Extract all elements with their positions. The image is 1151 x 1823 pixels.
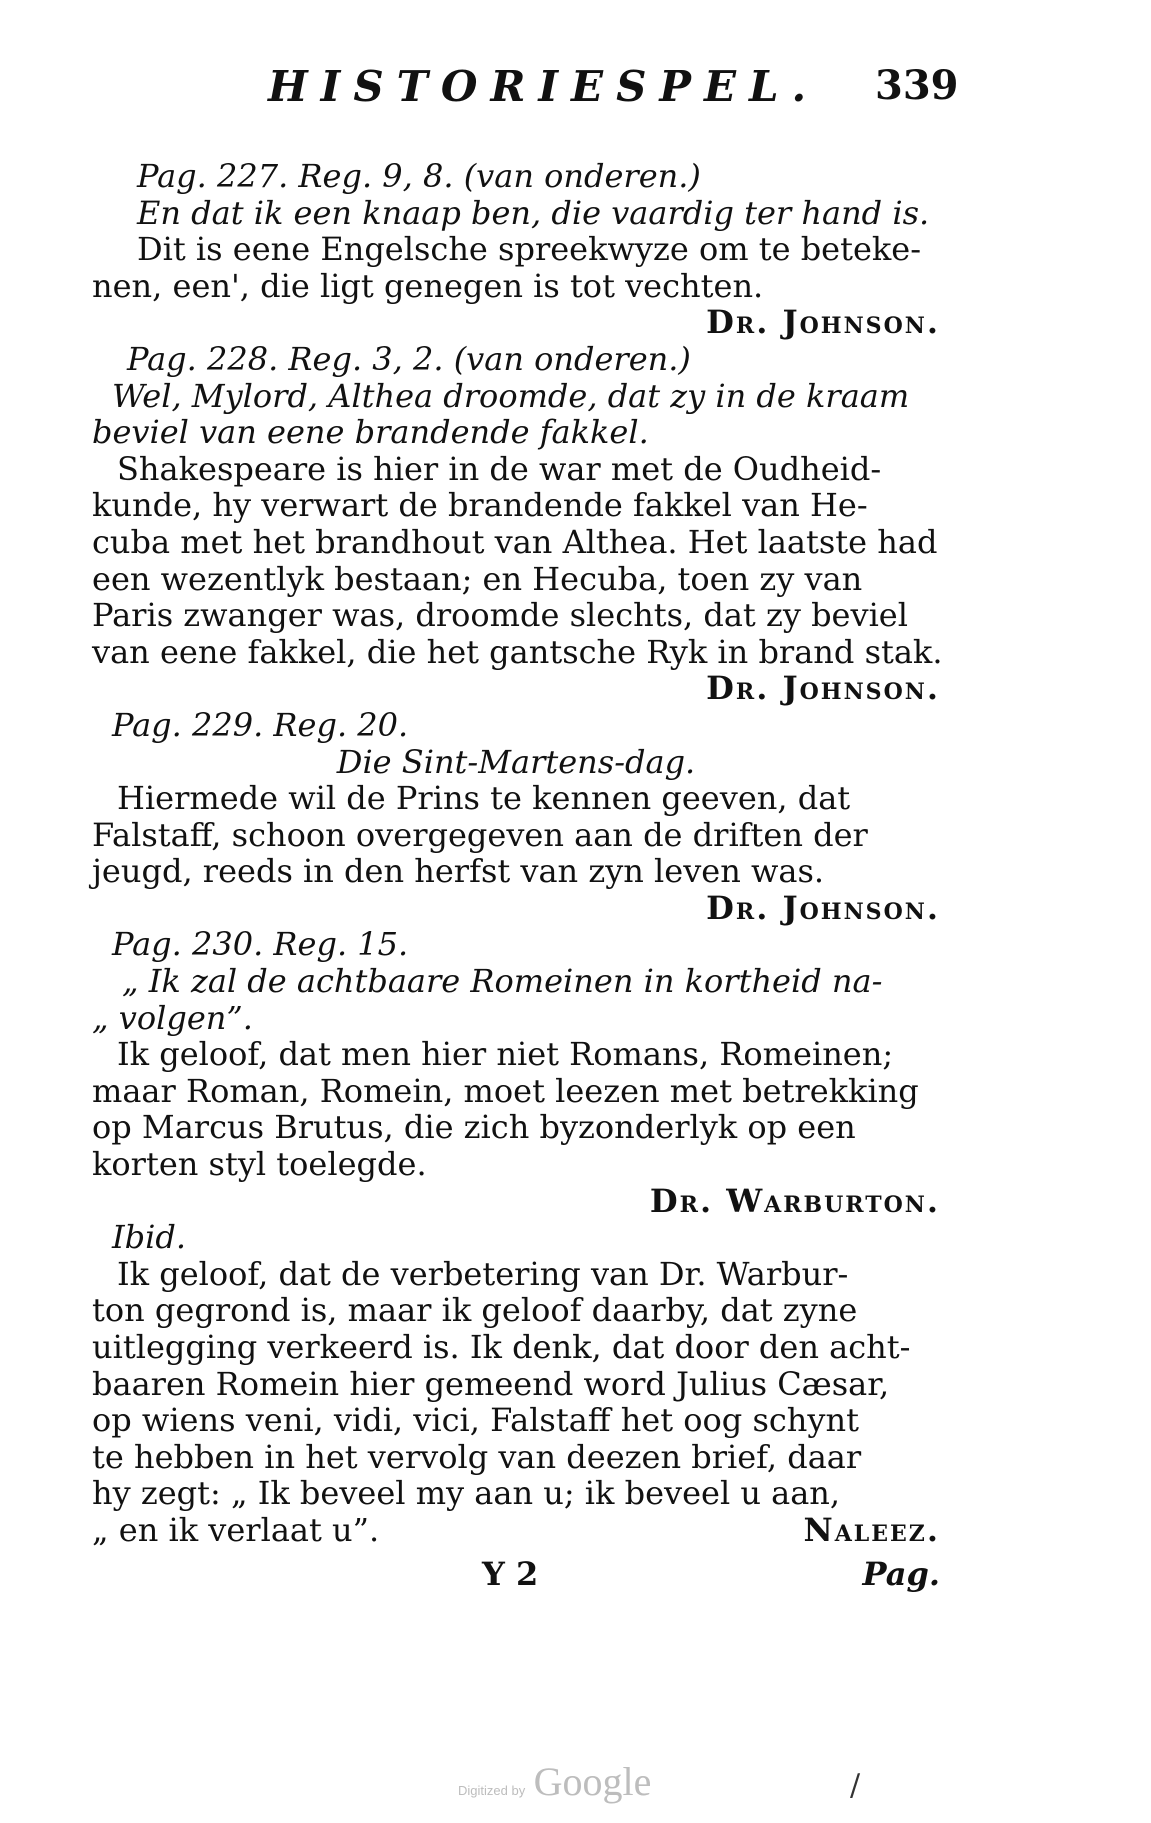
reference-line: Pag. 230. Reg. 15.	[112, 925, 409, 964]
running-header	[0, 62, 1151, 132]
text-line: van eene fakkel, die het gantsche Ryk in brand stak.	[92, 632, 943, 671]
text-line: een wezentlyk bestaan; en Hecuba, toen zy van	[92, 559, 863, 598]
quote-line: „ Ik zal de achtbaare Romeinen in kortheid na-	[122, 962, 883, 1001]
text-line: hy zegt: „ Ik beveel my aan u; ik beveel u aan,	[92, 1474, 841, 1513]
text-line: nen, een', die ligt genegen is tot vechten.	[92, 266, 764, 305]
text-line: jeugd, reeds in den herfst van zyn leven was.	[92, 852, 825, 891]
author-signature: Dr. Johnson.	[706, 303, 940, 342]
running-title: HISTORIESPEL.	[268, 62, 820, 111]
reference-line: Ibid.	[112, 1218, 187, 1257]
digitized-label: Digitized by	[458, 1783, 526, 1798]
page-footer	[92, 1555, 940, 1599]
text-line: ton gegrond is, maar ik geloof daarby, dat zyne	[92, 1291, 858, 1330]
quote-line: „ volgen”.	[92, 998, 253, 1037]
text-line: Ik geloof, dat men hier niet Romans, Romeinen;	[117, 1035, 894, 1074]
text-line: cuba met het brandhout van Althea. Het laatste had	[92, 522, 938, 561]
stray-mark: /	[850, 1768, 861, 1803]
google-logo: Google	[533, 1759, 652, 1804]
quote-line: Wel, Mylord, Althea droomde, dat zy in de kraam	[112, 376, 910, 415]
quote-line: Die Sint-Martens-dag.	[336, 742, 696, 781]
catchword: Pag.	[862, 1554, 940, 1593]
text-line: baaren Romein hier gemeend word Julius Cæsar,	[92, 1364, 890, 1403]
text-line: „ en ik verlaat u”.	[92, 1510, 380, 1549]
author-signature: Dr. Johnson.	[706, 888, 940, 927]
quote-line: En dat ik een knaap ben, die vaardig ter hand is.	[137, 193, 930, 232]
reference-line: Pag. 227. Reg. 9, 8. (van onderen.)	[137, 157, 701, 195]
text-line: Shakespeare is hier in de war met de Oudheid-	[117, 449, 882, 488]
continued-word: Naleez.	[803, 1510, 940, 1549]
reference-line: Pag. 229. Reg. 20.	[112, 705, 409, 744]
author-signature: Dr. Johnson.	[706, 669, 940, 708]
gathering-signature: Y 2	[482, 1554, 539, 1593]
text-line: korten styl toelegde.	[92, 1145, 427, 1184]
text-line-last	[92, 1512, 940, 1549]
page-number: 339	[875, 62, 959, 109]
text-line: op Marcus Brutus, die zich byzonderlyk op een	[92, 1108, 856, 1147]
author-signature: Dr. Warburton.	[649, 1181, 940, 1220]
text-line: uitlegging verkeerd is. Ik denk, dat door den acht-	[92, 1328, 911, 1366]
digitized-watermark	[458, 1758, 651, 1805]
quote-line: beviel van eene brandende fakkel.	[92, 413, 649, 452]
text-line: Ik geloof, dat de verbetering van Dr. Warbur-	[117, 1254, 849, 1293]
text-line: op wiens veni, vidi, vici, Falstaff het oog schynt	[92, 1401, 859, 1440]
page-body	[92, 157, 943, 1599]
text-line: Dit is eene Engelsche spreekwyze om te beteke-	[137, 230, 922, 269]
text-line: kunde, hy verwart de brandende fakkel van He-	[92, 486, 868, 525]
text-line: te hebben in het vervolg van deezen brief, daar	[92, 1437, 862, 1476]
text-line: Paris zwanger was, droomde slechts, dat zy beviel	[92, 596, 908, 635]
text-line: maar Roman, Romein, moet leezen met betrekking	[92, 1071, 919, 1110]
text-line: Hiermede wil de Prins te kennen geeven, dat	[117, 779, 851, 818]
reference-line: Pag. 228. Reg. 3, 2. (van onderen.)	[127, 339, 691, 378]
text-line: Falstaff, schoon overgegeven aan de driften der	[92, 815, 868, 854]
